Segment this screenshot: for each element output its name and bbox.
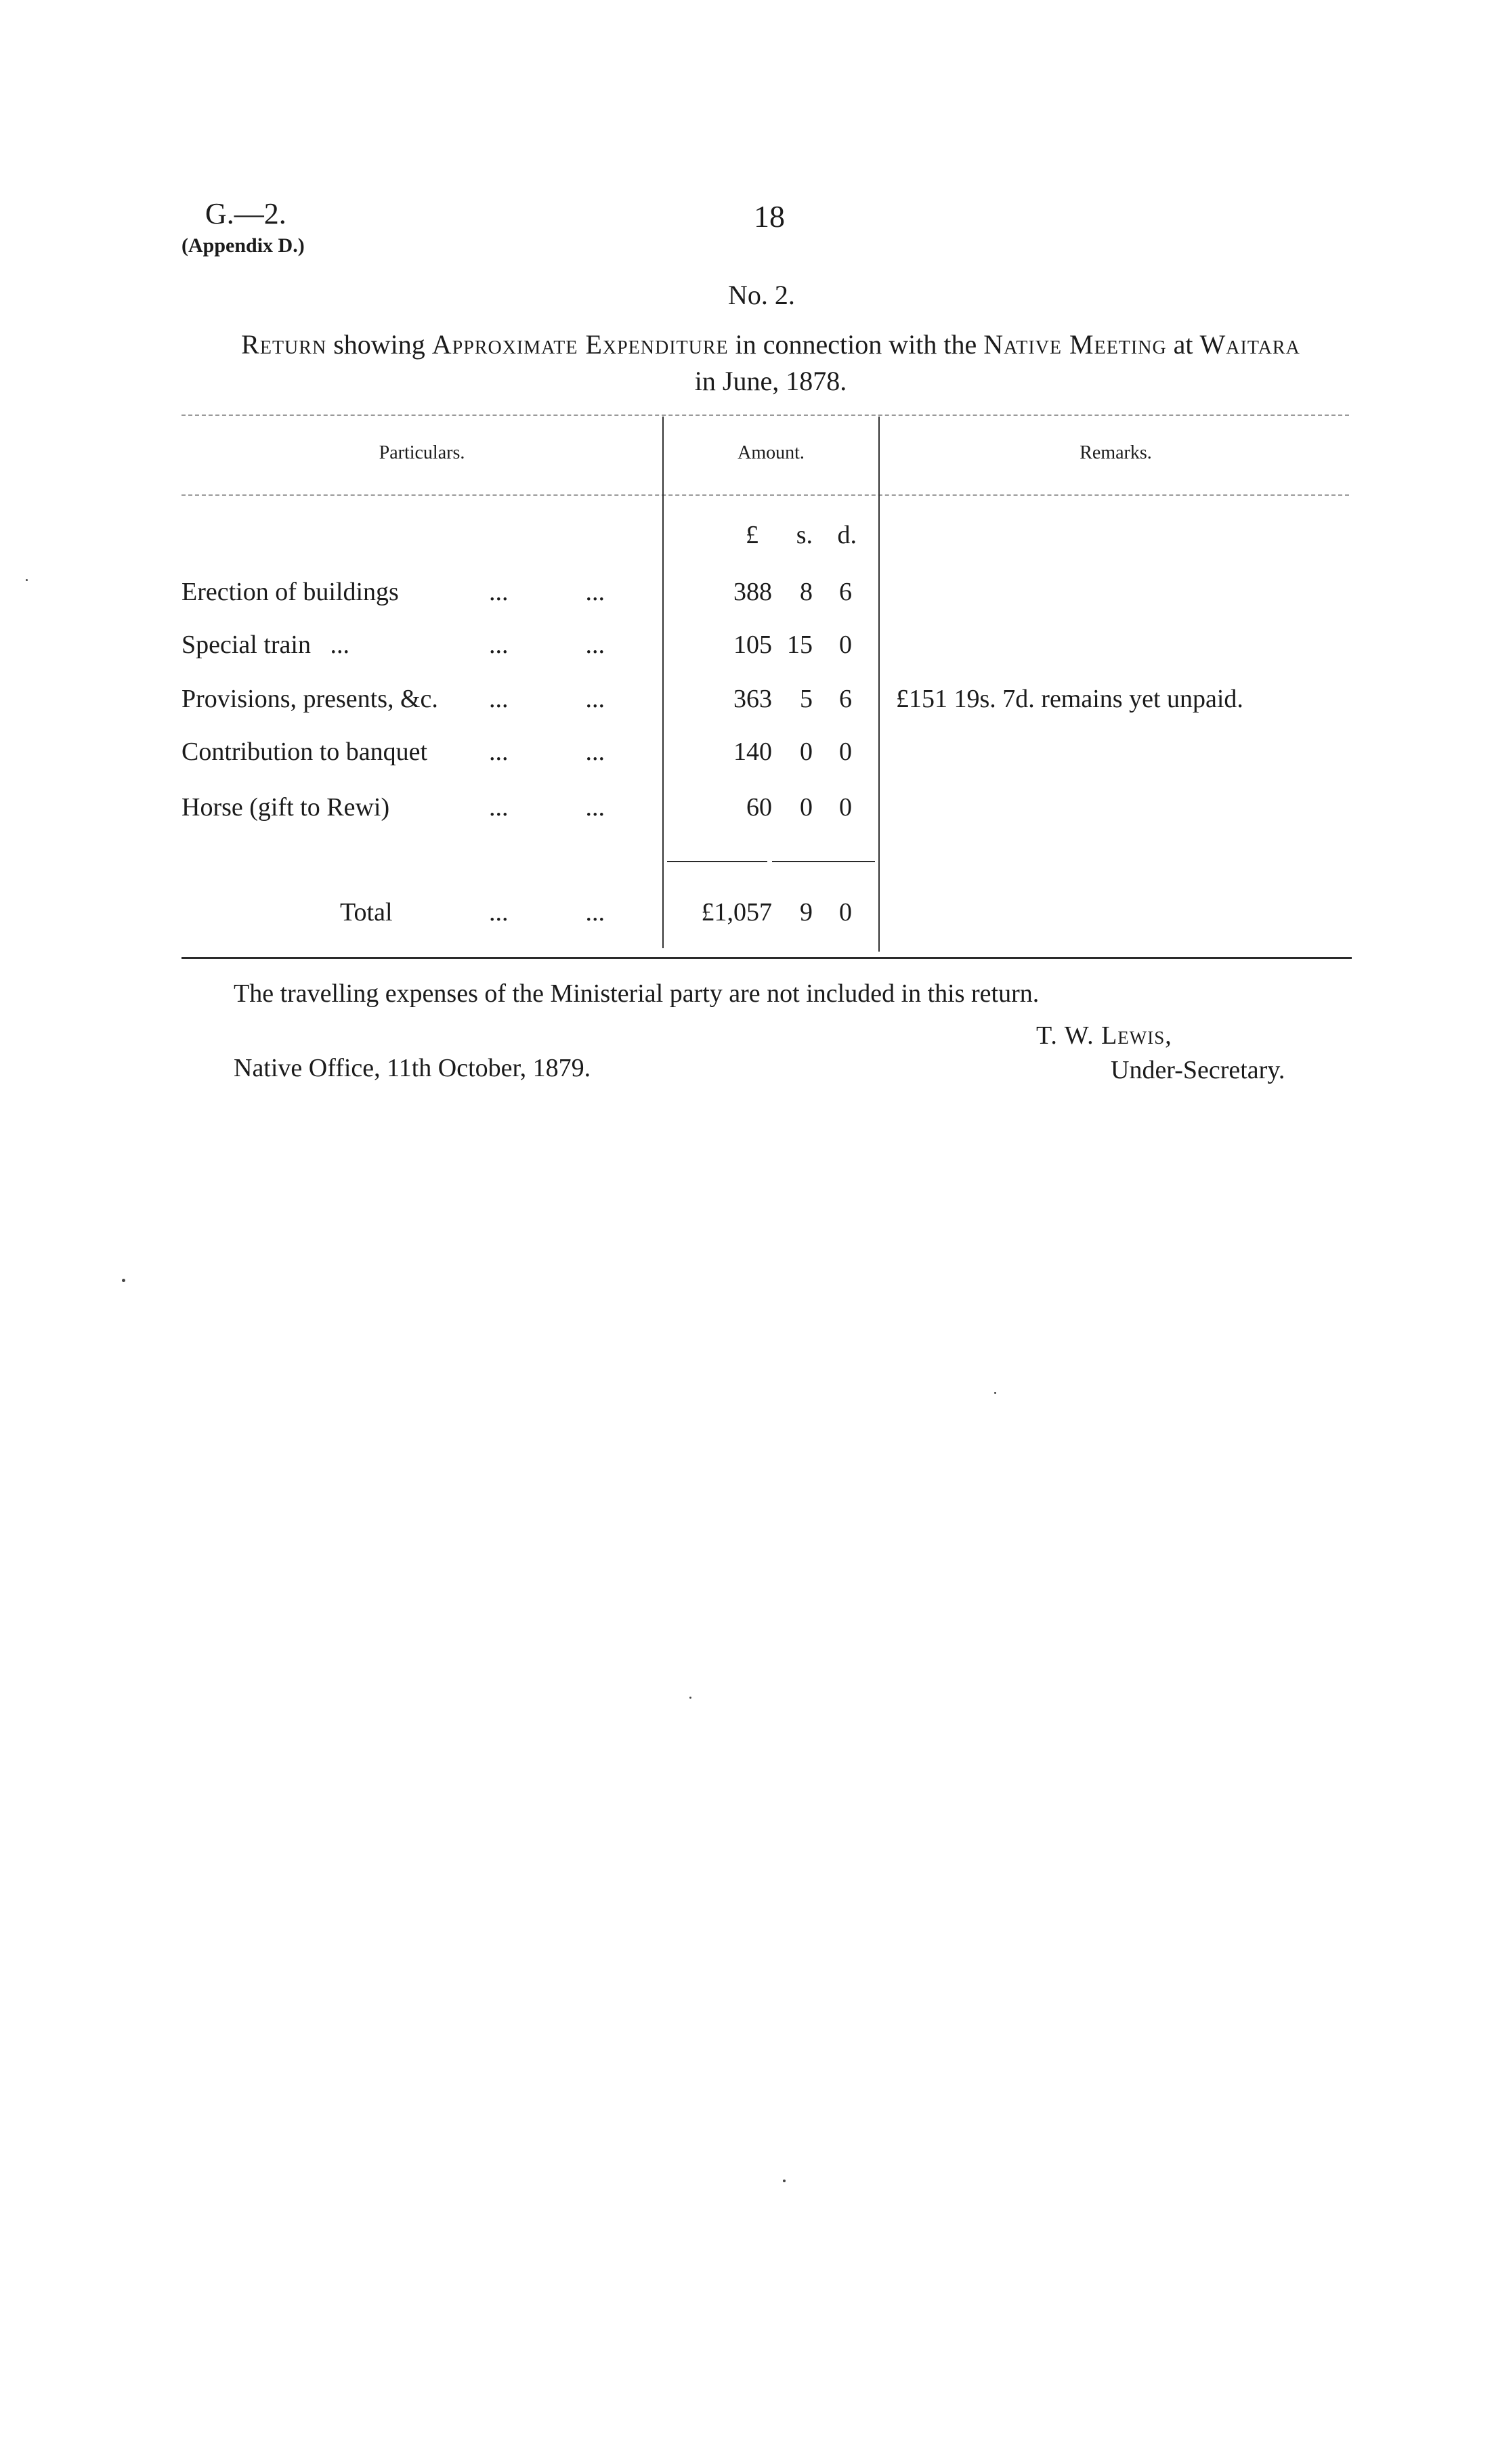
row-pence: 6 <box>839 685 852 713</box>
header-particulars: Particulars. <box>379 442 465 463</box>
scan-speck <box>689 1697 691 1699</box>
total-rule-pounds <box>667 861 767 862</box>
column-divider-left <box>662 417 664 948</box>
scan-speck <box>122 1279 125 1282</box>
signatory-title: Under-Secretary. <box>1111 1056 1285 1084</box>
unit-pounds: £ <box>746 521 758 549</box>
row-leaders: ... ... <box>489 738 605 766</box>
return-title <box>181 326 1360 400</box>
title-line-1: Return showing Approximate Expenditure in connection with the Native Meeting at Waitara <box>241 329 1300 360</box>
row-pounds: 140 <box>733 738 772 766</box>
row-pence: 0 <box>839 793 852 822</box>
row-particular: Horse (gift to Rewi) <box>181 793 390 822</box>
unit-shillings: s. <box>796 521 813 549</box>
row-shillings: 0 <box>800 793 813 822</box>
row-particular: Provisions, presents, &c. <box>181 685 438 713</box>
row-shillings: 5 <box>800 685 813 713</box>
total-pence: 0 <box>839 898 852 927</box>
total-label: Total <box>340 898 393 927</box>
row-pounds: 60 <box>746 793 772 822</box>
total-pounds: £1,057 <box>701 898 772 927</box>
row-particular: Special train ... <box>181 631 349 659</box>
row-shillings: 15 <box>787 631 813 659</box>
row-shillings: 8 <box>800 578 813 606</box>
header-amount: Amount. <box>738 442 805 463</box>
table-bottom-rule <box>181 957 1352 959</box>
row-leaders: ... ... <box>489 578 605 606</box>
title-line-2: in June, 1878. <box>694 366 847 396</box>
row-pence: 0 <box>839 738 852 766</box>
row-leaders: ... ... <box>489 685 605 713</box>
row-pounds: 105 <box>733 631 772 659</box>
table-top-rule <box>181 415 1349 416</box>
scan-speck <box>783 2180 786 2182</box>
row-particular: Contribution to banquet <box>181 738 428 766</box>
return-number: No. 2. <box>728 280 795 310</box>
document-code: G.—2. <box>205 197 286 230</box>
header-remarks: Remarks. <box>1080 442 1152 463</box>
row-leaders: ... ... <box>489 631 605 659</box>
scan-speck <box>994 1392 996 1394</box>
row-leaders: ... ... <box>489 793 605 822</box>
office-date: Native Office, 11th October, 1879. <box>234 1054 591 1082</box>
signatory-name: T. W. Lewis, <box>1036 1021 1172 1050</box>
scan-speck <box>26 579 28 581</box>
total-leaders: ... ... <box>489 898 605 927</box>
footnote: The travelling expenses of the Ministerial party are not included in this return. <box>234 979 1040 1008</box>
page-number: 18 <box>754 199 785 234</box>
row-pence: 6 <box>839 578 852 606</box>
total-rule-shillings <box>772 861 875 862</box>
row-pounds: 363 <box>733 685 772 713</box>
column-divider-right <box>878 417 880 952</box>
row-remark: £151 19s. 7d. remains yet unpaid. <box>896 685 1243 713</box>
unit-pence: d. <box>837 521 857 549</box>
row-shillings: 0 <box>800 738 813 766</box>
appendix-label: (Appendix D.) <box>181 234 305 257</box>
total-shillings: 9 <box>800 898 813 927</box>
row-pounds: 388 <box>733 578 772 606</box>
header-bottom-rule <box>181 494 1349 496</box>
row-pence: 0 <box>839 631 852 659</box>
row-particular: Erection of buildings <box>181 578 399 606</box>
